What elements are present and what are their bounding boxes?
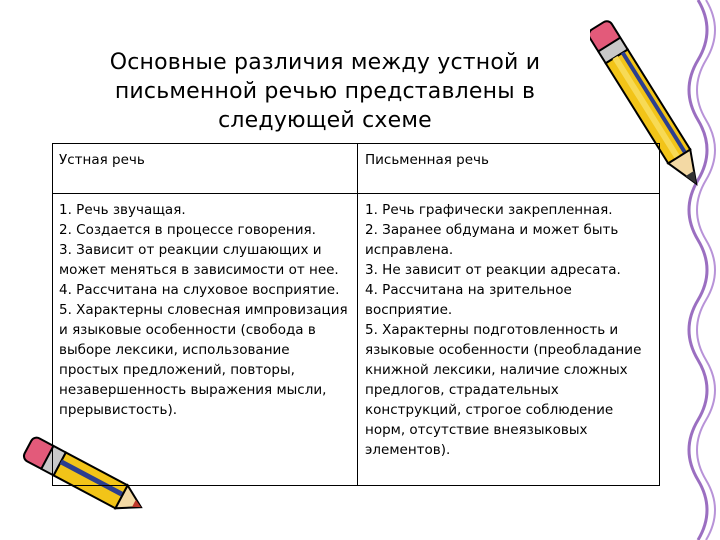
column-header-oral: Устная речь [59,152,145,168]
table-column-divider [357,144,358,485]
title-line: Основные различия между устной и [109,50,541,75]
slide-title [95,48,555,135]
oral-speech-cell [53,196,357,424]
list-item: 4. Рассчитана на слуховое восприятие. [59,282,340,298]
list-item: 1. Речь звучащая. [59,202,186,218]
list-item: 3. Не зависит от реакции адресата. [365,262,621,278]
title-line: следующей схеме [218,108,432,133]
title-line: письменной речью представлены в [114,79,536,104]
list-item: 4. Рассчитана на зрительное восприятие. [365,282,572,318]
list-item: 2. Заранее обдумана и может быть исправлена. [365,222,619,258]
comparison-table [52,143,660,486]
list-item: 3. Зависит от реакции слушающих и может меняться в зависимости от нее. [59,242,339,278]
column-header-written: Письменная речь [365,152,489,168]
list-item: 2. Создается в процессе говорения. [59,222,316,238]
table-row-divider [53,193,659,194]
list-item: 5. Характерны подготовленность и языковые особенности (преобладание книжной лексики, наличие сложных предлогов, страдательных конструкций, строгое соблюдение норм, отсутствие внеязыковых элементов). [365,322,642,458]
list-item: 1. Речь графически закрепленная. [365,202,613,218]
written-speech-cell [359,196,659,464]
list-item: 5. Характерны словесная импровизация и языковые особенности (свобода в выборе лексики, использование простых предложений, повторы, незавершенность выражения мысли, прерывистость). [59,302,348,418]
